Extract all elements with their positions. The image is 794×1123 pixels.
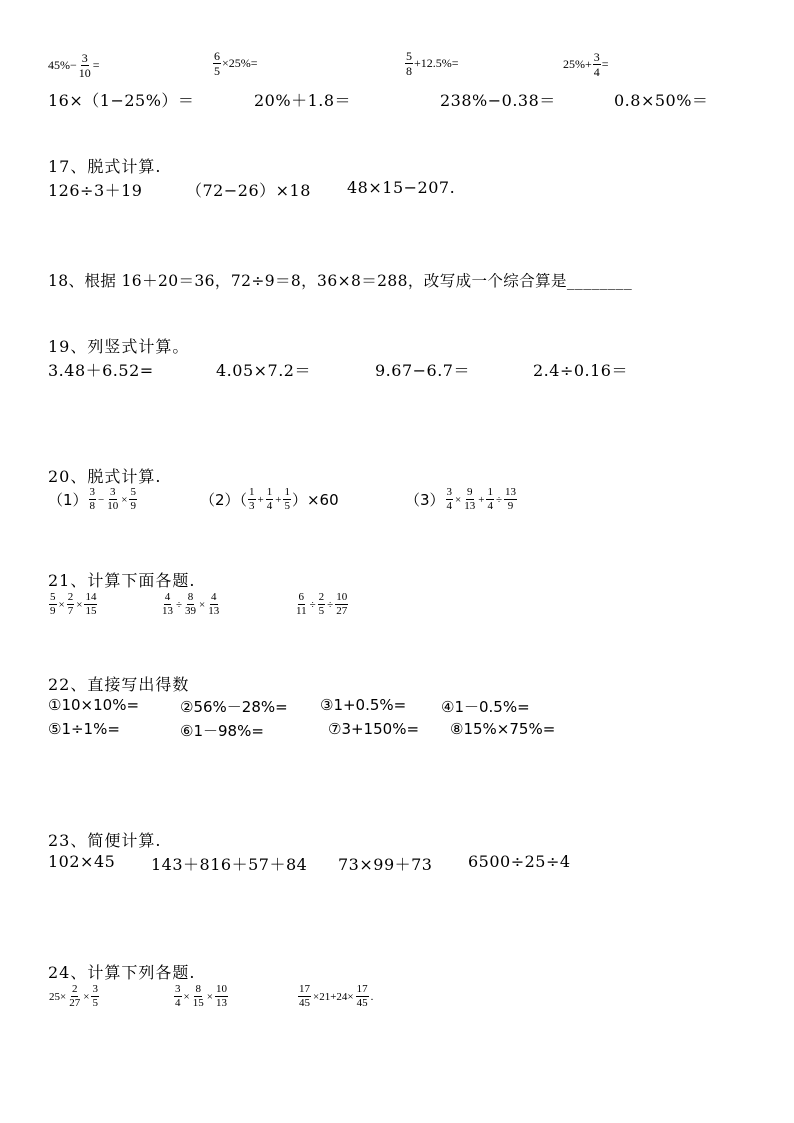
expr-suffix: = bbox=[92, 58, 100, 72]
expr-45pct-minus-3-10 bbox=[48, 52, 100, 79]
q24-expr-3 bbox=[297, 984, 374, 1009]
problem-238pct-minus: 238%−0.38＝ bbox=[440, 91, 556, 110]
fraction bbox=[283, 487, 291, 512]
q20-part-1 bbox=[48, 487, 138, 512]
q21-expr-1 bbox=[48, 592, 98, 617]
fraction bbox=[593, 51, 601, 78]
fraction bbox=[91, 984, 99, 1009]
fraction bbox=[89, 487, 97, 512]
denominator: 9 bbox=[50, 605, 56, 617]
numerator: 5 bbox=[406, 49, 412, 63]
numerator: 17 bbox=[356, 983, 368, 995]
question-20-title: 20、脱式计算. bbox=[48, 467, 162, 486]
operator: × bbox=[183, 990, 190, 1003]
numerator: 3 bbox=[446, 486, 453, 498]
operator: + bbox=[275, 493, 282, 506]
fraction bbox=[335, 592, 348, 617]
part-label: （2）（ bbox=[200, 491, 248, 509]
fraction bbox=[184, 592, 197, 617]
q23-item-4: 6500÷25÷4 bbox=[468, 852, 571, 871]
denominator: 5 bbox=[284, 500, 290, 512]
denominator: 4 bbox=[593, 65, 600, 79]
operator: ×21+24× bbox=[313, 990, 354, 1003]
expr-6-5-times-25pct bbox=[212, 50, 258, 77]
part-label: （1） bbox=[48, 491, 88, 509]
denominator: 27 bbox=[336, 605, 348, 617]
problem-16-times: 16×（1−25%）＝ bbox=[48, 91, 195, 110]
numerator: 6 bbox=[214, 49, 220, 63]
q22-item-5: ⑤1÷1%= bbox=[48, 720, 120, 738]
q24-expr-1 bbox=[48, 984, 100, 1009]
fraction bbox=[298, 984, 311, 1009]
fraction bbox=[129, 487, 137, 512]
expr-prefix: 25%+ bbox=[563, 57, 592, 71]
numerator: 1 bbox=[284, 486, 290, 498]
part-suffix: ）×60 bbox=[291, 491, 339, 509]
q21-expr-3 bbox=[294, 592, 349, 617]
denominator: 4 bbox=[487, 500, 493, 512]
expr-5-8-plus-12-5pct bbox=[404, 50, 459, 77]
operator: × bbox=[76, 598, 83, 611]
denominator: 4 bbox=[175, 997, 181, 1009]
denominator: 13 bbox=[464, 500, 476, 512]
operator: ÷ bbox=[495, 493, 503, 506]
denominator: 7 bbox=[67, 605, 74, 617]
expr-prefix: 25× bbox=[49, 990, 67, 1003]
denominator: 5 bbox=[318, 605, 325, 617]
denominator: 9 bbox=[130, 500, 136, 512]
fraction bbox=[192, 984, 205, 1009]
fraction bbox=[106, 487, 119, 512]
operator: + bbox=[478, 493, 485, 506]
denominator: 45 bbox=[356, 997, 368, 1009]
numerator: 2 bbox=[318, 591, 325, 603]
question-19-title: 19、列竖式计算。 bbox=[48, 337, 190, 356]
numerator: 3 bbox=[593, 50, 600, 64]
numerator: 2 bbox=[67, 591, 74, 603]
numerator: 9 bbox=[467, 486, 473, 498]
fraction bbox=[318, 592, 326, 617]
denominator: 8 bbox=[89, 500, 96, 512]
fraction bbox=[84, 592, 97, 617]
q22-item-2: ②56%－28%= bbox=[180, 698, 288, 716]
numerator: 2 bbox=[71, 983, 78, 995]
denominator: 5 bbox=[92, 997, 98, 1009]
fraction bbox=[213, 50, 221, 77]
expr-suffix: = bbox=[601, 57, 609, 71]
denominator: 10 bbox=[107, 500, 119, 512]
fraction bbox=[295, 592, 308, 617]
q19-item-2: 4.05×7.2＝ bbox=[216, 361, 311, 380]
numerator: 8 bbox=[195, 983, 201, 995]
denominator: 4 bbox=[266, 500, 273, 512]
fraction bbox=[504, 487, 517, 512]
numerator: 1 bbox=[487, 486, 493, 498]
numerator: 13 bbox=[505, 486, 517, 498]
q17-item-1: 126÷3＋19 bbox=[48, 181, 143, 200]
numerator: 10 bbox=[336, 591, 348, 603]
q19-item-1: 3.48＋6.52= bbox=[48, 361, 154, 380]
fraction bbox=[266, 487, 274, 512]
question-23-title: 23、简便计算. bbox=[48, 831, 162, 850]
q22-item-3: ③1+0.5%= bbox=[320, 696, 407, 714]
expr-suffix: . bbox=[370, 990, 374, 1003]
problem-20pct-plus: 20%＋1.8＝ bbox=[254, 91, 352, 110]
denominator: 9 bbox=[507, 500, 514, 512]
fraction bbox=[486, 487, 494, 512]
question-17-title: 17、脱式计算. bbox=[48, 157, 162, 176]
denominator: 13 bbox=[162, 605, 173, 617]
numerator: 6 bbox=[298, 591, 305, 603]
expr-suffix: ×25%= bbox=[222, 56, 258, 70]
q20-part-2 bbox=[200, 487, 339, 512]
numerator: 3 bbox=[81, 51, 88, 65]
operator: × bbox=[206, 990, 213, 1003]
fraction bbox=[215, 984, 228, 1009]
q17-item-2: （72−26）×18 bbox=[186, 181, 311, 200]
question-24-title: 24、计算下列各题. bbox=[48, 963, 196, 982]
denominator: 10 bbox=[78, 66, 91, 80]
numerator: 1 bbox=[266, 486, 273, 498]
fraction bbox=[78, 52, 92, 79]
operator: × bbox=[83, 990, 90, 1003]
operator: + bbox=[257, 493, 264, 506]
expr-suffix: +12.5%= bbox=[414, 56, 459, 70]
fraction bbox=[405, 50, 413, 77]
numerator: 3 bbox=[89, 486, 96, 498]
denominator: 3 bbox=[249, 500, 255, 512]
q22-item-1: ①10×10%= bbox=[48, 696, 140, 714]
operator: − bbox=[98, 493, 105, 506]
expr-25pct-plus-3-4 bbox=[563, 51, 609, 78]
fraction bbox=[67, 592, 75, 617]
q23-item-3: 73×99＋73 bbox=[338, 855, 433, 874]
operator: × bbox=[121, 493, 128, 506]
numerator: 4 bbox=[211, 591, 217, 603]
question-21-title: 21、计算下面各题. bbox=[48, 571, 196, 590]
fraction bbox=[68, 984, 81, 1009]
denominator: 4 bbox=[446, 500, 453, 512]
numerator: 10 bbox=[215, 983, 227, 995]
operator: ÷ bbox=[309, 598, 316, 611]
denominator: 5 bbox=[214, 64, 220, 78]
denominator: 11 bbox=[296, 605, 307, 617]
question-18-title: 18、根据 16＋20＝36，72÷9＝8，36×8＝288，改写成一个综合算是________ bbox=[48, 272, 633, 290]
q24-expr-2 bbox=[173, 984, 229, 1009]
operator: ÷ bbox=[176, 598, 183, 611]
q19-item-3: 9.67−6.7＝ bbox=[375, 361, 470, 380]
numerator: 4 bbox=[164, 591, 171, 603]
fraction bbox=[463, 487, 476, 512]
q17-item-3: 48×15−207. bbox=[347, 178, 456, 197]
fraction bbox=[446, 487, 454, 512]
q20-part-3 bbox=[405, 487, 518, 512]
q22-item-4: ④1－0.5%= bbox=[441, 698, 530, 716]
denominator: 15 bbox=[192, 997, 204, 1009]
part-label: （3） bbox=[405, 491, 445, 509]
operator: × bbox=[199, 598, 206, 611]
denominator: 15 bbox=[85, 605, 97, 617]
denominator: 39 bbox=[185, 605, 197, 617]
problem-0-8-times: 0.8×50%＝ bbox=[614, 91, 709, 110]
question-22-title: 22、直接写出得数 bbox=[48, 675, 190, 694]
numerator: 3 bbox=[92, 983, 98, 995]
operator: × bbox=[455, 493, 462, 506]
numerator: 17 bbox=[299, 983, 310, 995]
q23-item-1: 102×45 bbox=[48, 852, 116, 871]
q22-item-6: ⑥1－98%= bbox=[180, 722, 264, 740]
q21-expr-2 bbox=[160, 592, 221, 617]
q23-item-2: 143＋816＋57＋84 bbox=[151, 855, 308, 874]
numerator: 14 bbox=[85, 591, 97, 603]
fraction bbox=[207, 592, 220, 617]
denominator: 13 bbox=[208, 605, 220, 617]
denominator: 45 bbox=[299, 997, 310, 1009]
fraction bbox=[356, 984, 369, 1009]
numerator: 1 bbox=[249, 486, 255, 498]
q19-item-4: 2.4÷0.16＝ bbox=[533, 361, 628, 380]
q22-item-8: ⑧15%×75%= bbox=[450, 720, 556, 738]
q22-item-7: ⑦3+150%= bbox=[328, 720, 420, 738]
fraction bbox=[49, 592, 57, 617]
expr-prefix: 45%− bbox=[48, 58, 77, 72]
numerator: 3 bbox=[110, 486, 116, 498]
operator: × bbox=[58, 598, 65, 611]
fraction bbox=[174, 984, 182, 1009]
fraction bbox=[248, 487, 256, 512]
numerator: 5 bbox=[130, 486, 136, 498]
denominator: 8 bbox=[406, 64, 412, 78]
operator: ÷ bbox=[327, 598, 334, 611]
denominator: 13 bbox=[215, 997, 227, 1009]
numerator: 3 bbox=[175, 983, 181, 995]
numerator: 5 bbox=[50, 591, 56, 603]
denominator: 27 bbox=[69, 997, 81, 1009]
numerator: 8 bbox=[187, 591, 194, 603]
fraction bbox=[161, 592, 174, 617]
